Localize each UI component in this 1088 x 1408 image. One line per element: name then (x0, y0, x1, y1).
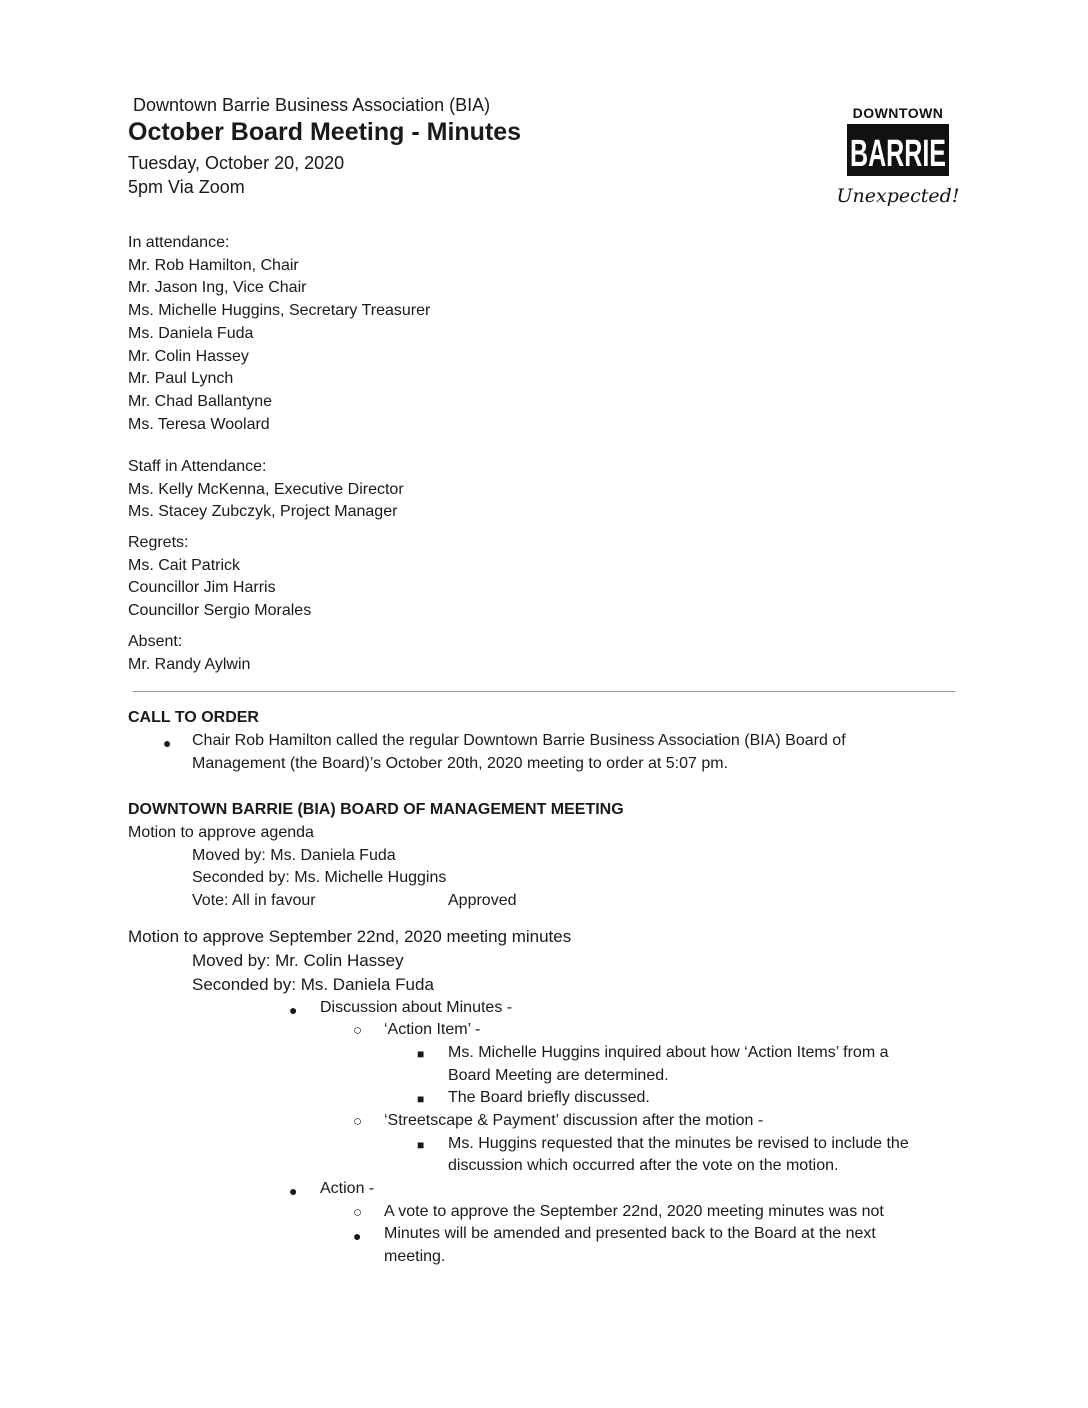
meeting-time-location: 5pm Via Zoom (128, 177, 245, 197)
bullet-icon: ● (163, 735, 172, 751)
action-item: Action - (320, 1180, 375, 1197)
downtown-barrie-logo (836, 102, 960, 212)
discussion-subitem: ‘Action Item’ - (384, 1021, 481, 1038)
regrets-heading: Regrets: (128, 534, 189, 551)
motion-moved-by: Moved by: Ms. Daniela Fuda (192, 847, 396, 864)
regrets-member: Councillor Jim Harris (128, 579, 276, 597)
square-bullet-icon: ■ (417, 1092, 425, 1106)
discussion-note: Ms. Michelle Huggins inquired about how ‘Action Items’ from a (448, 1044, 889, 1061)
staff-list (128, 456, 404, 524)
bullet-icon: ● (289, 1183, 298, 1199)
attendee: Mr. Rob Hamilton, Chair (128, 256, 299, 274)
discussion-note: The Board briefly discussed. (448, 1089, 650, 1106)
motion-result: Approved (448, 892, 517, 909)
motion-title: Motion to approve agenda (128, 824, 314, 841)
square-bullet-icon: ■ (417, 1047, 425, 1061)
logo-main-text: BARRIE (850, 133, 946, 175)
motion-vote: Vote: All in favour (192, 892, 316, 909)
action-note: meeting. (384, 1248, 446, 1265)
regrets-member: Ms. Cait Patrick (128, 556, 241, 574)
attendee: Mr. Chad Ballantyne (128, 392, 273, 410)
motion-seconded-by: Seconded by: Ms. Daniela Fuda (192, 975, 434, 994)
action-note: A vote to approve the September 22nd, 2020 meeting minutes was not (384, 1203, 884, 1220)
attendee: Ms. Michelle Huggins, Secretary Treasurer (128, 302, 431, 320)
absent-list (128, 631, 250, 676)
staff-member: Ms. Kelly McKenna, Executive Director (128, 480, 404, 498)
motion-title: Motion to approve September 22nd, 2020 meeting minutes (128, 927, 572, 946)
attendee: Mr. Jason Ing, Vice Chair (128, 279, 307, 297)
discussion-note: Ms. Huggins requested that the minutes be revised to include the (448, 1135, 909, 1152)
discussion-note: discussion which occurred after the vote on the motion. (448, 1157, 839, 1174)
page-title: October Board Meeting - Minutes (128, 118, 522, 146)
motion-seconded-by: Seconded by: Ms. Michelle Huggins (192, 869, 447, 886)
attendee: Ms. Daniela Fuda (128, 324, 254, 342)
attendee: Ms. Teresa Woolard (128, 415, 270, 433)
bullet-icon: ● (289, 1002, 298, 1018)
bullet-icon: ● (353, 1228, 362, 1244)
section-divider (133, 691, 955, 692)
attendee: Mr. Colin Hassey (128, 347, 249, 365)
staff-member: Ms. Stacey Zubczyk, Project Manager (128, 503, 398, 521)
attendee: Mr. Paul Lynch (128, 370, 234, 388)
absent-member: Mr. Randy Aylwin (128, 655, 251, 673)
logo-tagline: Unexpected! (836, 185, 960, 207)
circle-bullet-icon: ○ (353, 1204, 363, 1221)
motion-moved-by: Moved by: Mr. Colin Hassey (192, 951, 404, 970)
meeting-date: Tuesday, October 20, 2020 (128, 153, 345, 173)
regrets-member: Councillor Sergio Morales (128, 602, 312, 620)
meeting-heading: DOWNTOWN BARRIE (BIA) BOARD OF MANAGEMENT MEETING (128, 801, 624, 818)
discussion-note: Board Meeting are determined. (448, 1067, 669, 1084)
regrets-list (128, 532, 311, 623)
attendance-heading: In attendance: (128, 234, 230, 251)
call-to-order-heading: CALL TO ORDER (128, 709, 259, 726)
organization-name: Downtown Barrie Business Association (BIA) (133, 95, 491, 115)
staff-heading: Staff in Attendance: (128, 458, 267, 475)
circle-bullet-icon: ○ (353, 1022, 363, 1039)
attendance-list (128, 232, 430, 436)
call-to-order-text: Chair Rob Hamilton called the regular Downtown Barrie Business Association (BIA) Board of (192, 732, 846, 749)
call-to-order-text: Management (the Board)’s October 20th, 2020 meeting to order at 5:07 pm. (192, 755, 729, 772)
absent-heading: Absent: (128, 633, 183, 650)
discussion-item: Discussion about Minutes - (320, 999, 513, 1016)
square-bullet-icon: ■ (417, 1138, 425, 1152)
logo-top-text: DOWNTOWN (852, 105, 944, 121)
circle-bullet-icon: ○ (353, 1113, 363, 1130)
action-note: Minutes will be amended and presented back to the Board at the next (384, 1225, 876, 1242)
discussion-subitem: ‘Streetscape & Payment’ discussion after the motion - (384, 1112, 764, 1129)
